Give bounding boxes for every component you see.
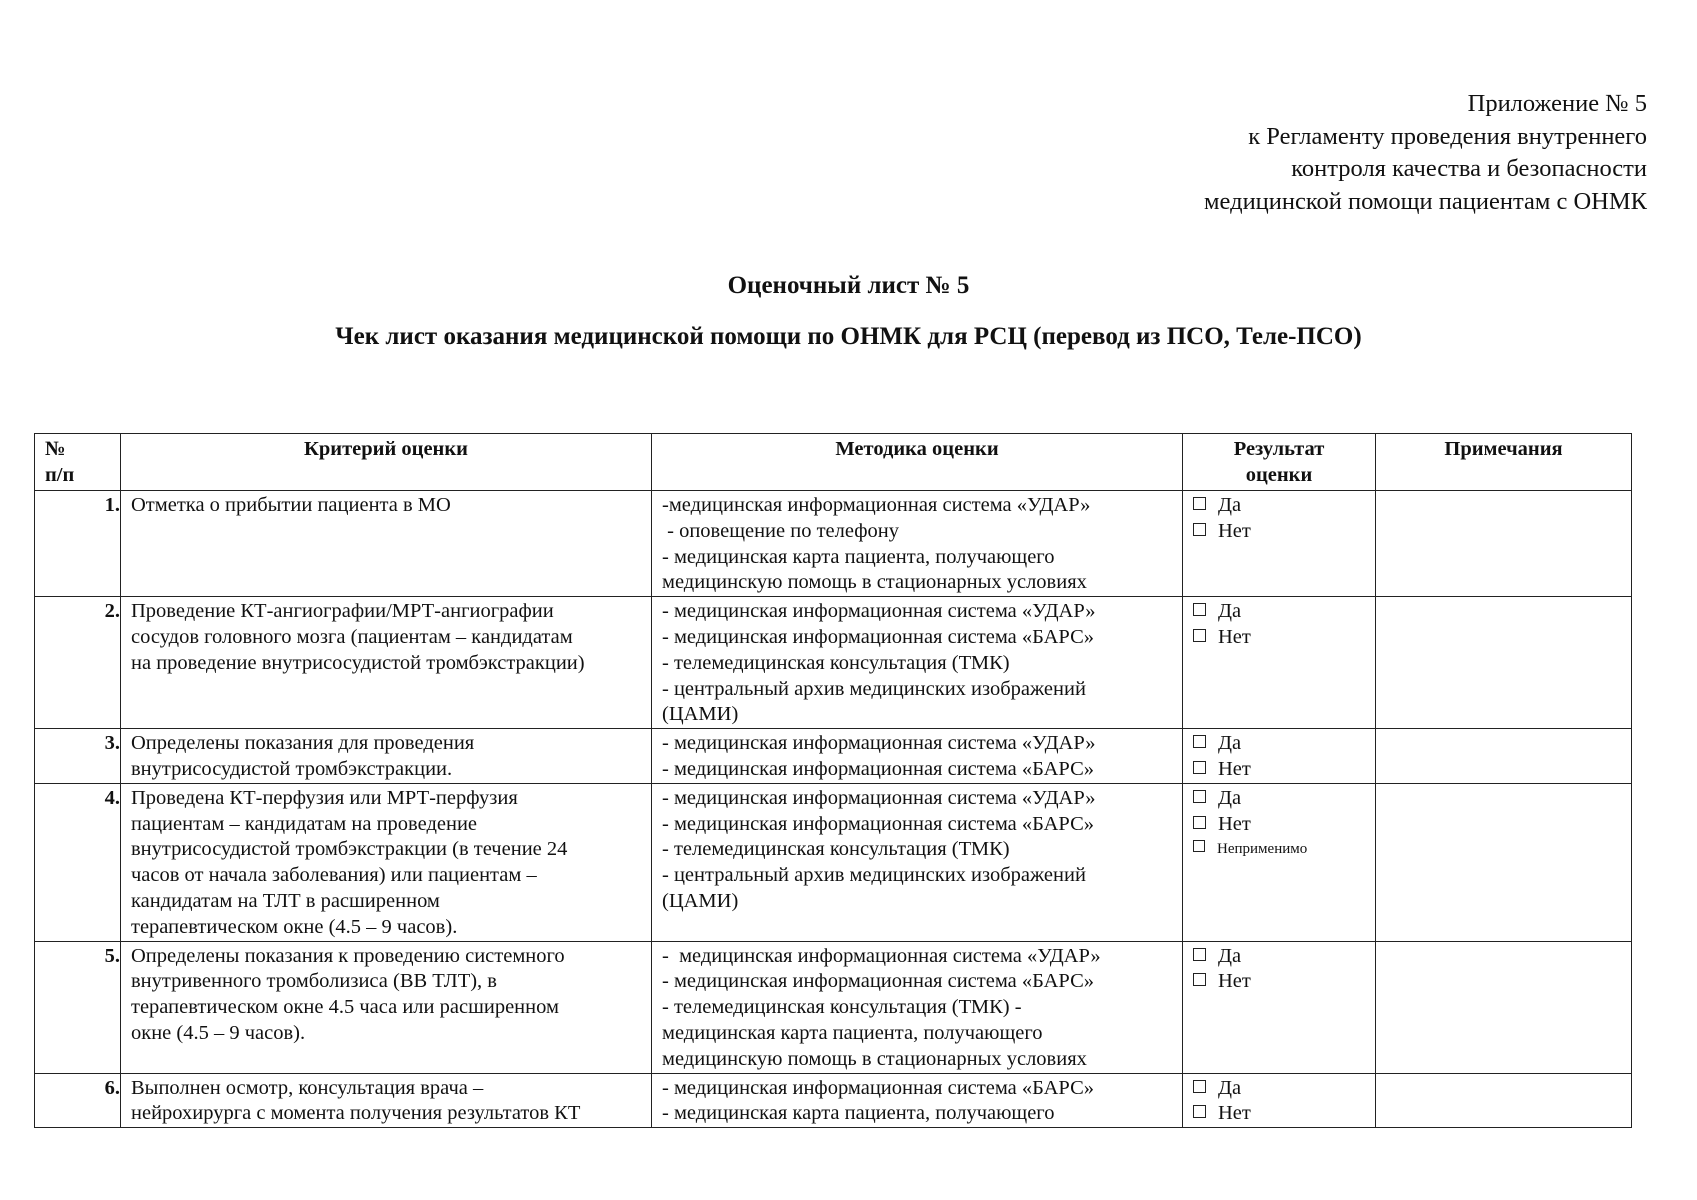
header-notes: Примечания bbox=[1376, 434, 1632, 491]
result-option[interactable] bbox=[1193, 1076, 1375, 1102]
result-cell bbox=[1183, 783, 1376, 941]
result-option[interactable] bbox=[1193, 731, 1375, 757]
option-label: Да bbox=[1218, 732, 1242, 755]
row-number: 5. bbox=[35, 941, 121, 1073]
option-label: Да bbox=[1218, 1076, 1242, 1099]
method-cell bbox=[652, 783, 1183, 941]
option-label: Нет bbox=[1218, 625, 1251, 648]
option-label: Нет bbox=[1218, 519, 1251, 542]
criterion-line: кандидатам на ТЛТ в расширенном bbox=[131, 889, 440, 912]
criterion-line: Отметка о прибытии пациента в МО bbox=[131, 494, 451, 516]
row-number: 6. bbox=[35, 1073, 121, 1128]
result-cell bbox=[1183, 491, 1376, 597]
criterion-line: на проведение внутрисосудистой тромбэкстракции) bbox=[131, 651, 585, 674]
result-option[interactable] bbox=[1193, 786, 1375, 812]
criterion-cell bbox=[121, 491, 652, 597]
criterion-cell bbox=[121, 783, 652, 941]
table-header-row bbox=[35, 434, 1632, 491]
appendix-line: к Регламенту проведения внутреннего bbox=[1248, 122, 1647, 150]
criterion-line: внутрисосудистой тромбэкстракции (в течение 24 bbox=[131, 838, 568, 861]
appendix-block bbox=[1204, 88, 1647, 218]
row-number: 3. bbox=[35, 729, 121, 784]
result-option[interactable] bbox=[1193, 625, 1375, 651]
checkbox[interactable] bbox=[1193, 523, 1206, 536]
method-line: - центральный архив медицинских изображений bbox=[662, 677, 1086, 700]
criterion-line: терапевтическом окне (4.5 – 9 часов). bbox=[131, 915, 458, 938]
checkbox[interactable] bbox=[1193, 816, 1206, 829]
checkbox[interactable] bbox=[1193, 790, 1206, 803]
header-method: Методика оценки bbox=[652, 434, 1183, 491]
table-row bbox=[35, 783, 1632, 941]
method-line: - медицинская информационная система «УДАР» bbox=[662, 786, 1096, 809]
row-number: 2. bbox=[35, 597, 121, 729]
method-line: - телемедицинская консультация (ТМК) - bbox=[662, 996, 1022, 1019]
result-cell bbox=[1183, 729, 1376, 784]
criterion-line: внутрисосудистой тромбэкстракции. bbox=[131, 757, 453, 780]
method-line: -медицинская информационная система «УДАР» bbox=[662, 494, 1091, 516]
table-row bbox=[35, 1073, 1632, 1128]
method-cell bbox=[652, 729, 1183, 784]
notes-cell[interactable] bbox=[1376, 1073, 1632, 1128]
method-line: медицинскую помощь в стационарных условиях bbox=[662, 1047, 1087, 1070]
criterion-line: пациентам – кандидатам на проведение bbox=[131, 812, 478, 835]
checkbox[interactable] bbox=[1193, 735, 1206, 748]
result-option[interactable] bbox=[1193, 519, 1375, 545]
criterion-line: окне (4.5 – 9 часов). bbox=[131, 1021, 306, 1044]
result-cell bbox=[1183, 597, 1376, 729]
criterion-line: внутривенного тромболизиса (ВВ ТЛТ), в bbox=[131, 970, 497, 993]
checkbox[interactable] bbox=[1193, 1105, 1206, 1118]
checkbox[interactable] bbox=[1193, 629, 1206, 642]
result-option[interactable] bbox=[1193, 757, 1375, 783]
criterion-line: Проведена КТ-перфузия или МРТ-перфузия bbox=[131, 786, 518, 809]
method-line: медицинская карта пациента, получающего bbox=[662, 1021, 1043, 1044]
appendix-line: медицинской помощи пациентам с ОНМК bbox=[1204, 187, 1647, 215]
result-option[interactable] bbox=[1193, 812, 1375, 838]
method-line: - оповещение по телефону bbox=[662, 519, 899, 542]
result-option[interactable] bbox=[1193, 493, 1375, 519]
method-cell bbox=[652, 597, 1183, 729]
appendix-line: контроля качества и безопасности bbox=[1291, 155, 1647, 182]
criterion-cell bbox=[121, 1073, 652, 1128]
checkbox[interactable] bbox=[1193, 497, 1206, 510]
option-label: Да bbox=[1218, 600, 1242, 623]
page-subtitle: Чек лист оказания медицинской помощи по ОНМК для РСЦ (перевод из ПСО, Теле-ПСО) bbox=[335, 323, 1362, 350]
checkbox[interactable] bbox=[1193, 761, 1206, 774]
method-line: - медицинская информационная система «БАРС» bbox=[662, 757, 1095, 780]
notes-cell[interactable] bbox=[1376, 941, 1632, 1073]
row-number: 4. bbox=[35, 783, 121, 941]
criterion-line: Определены показания для проведения bbox=[131, 732, 475, 755]
header-result bbox=[1183, 434, 1376, 491]
criterion-line: Выполнен осмотр, консультация врача – bbox=[131, 1076, 484, 1099]
option-label: Да bbox=[1218, 786, 1242, 809]
criterion-line: часов от начала заболевания) или пациентам – bbox=[131, 864, 537, 887]
method-line: - телемедицинская консультация (ТМК) bbox=[662, 838, 1010, 861]
appendix-line: Приложение № 5 bbox=[1467, 90, 1647, 117]
table-row bbox=[35, 491, 1632, 597]
method-line: (ЦАМИ) bbox=[662, 703, 739, 726]
result-option[interactable] bbox=[1193, 944, 1375, 970]
result-cell bbox=[1183, 1073, 1376, 1128]
table-row bbox=[35, 597, 1632, 729]
criterion-line: Проведение КТ-ангиографии/МРТ-ангиографии bbox=[131, 600, 554, 623]
checklist-table bbox=[34, 433, 1632, 1128]
option-label: Нет bbox=[1218, 970, 1251, 993]
header-number-line: № bbox=[45, 438, 66, 460]
method-line: - телемедицинская консультация (ТМК) bbox=[662, 651, 1010, 674]
result-cell bbox=[1183, 941, 1376, 1073]
option-label: Неприменимо bbox=[1217, 841, 1308, 858]
result-option[interactable] bbox=[1193, 599, 1375, 625]
option-label: Нет bbox=[1218, 1102, 1251, 1125]
page-title: Оценочный лист № 5 bbox=[727, 272, 970, 299]
notes-cell[interactable] bbox=[1376, 783, 1632, 941]
header-result-line: Результат bbox=[1233, 438, 1325, 460]
header-result-line: оценки bbox=[1245, 463, 1313, 486]
checkbox[interactable] bbox=[1193, 948, 1206, 961]
checkbox[interactable] bbox=[1193, 1080, 1206, 1093]
method-line: (ЦАМИ) bbox=[662, 889, 739, 912]
method-cell bbox=[652, 1073, 1183, 1128]
method-line: - медицинская информационная система «БАРС» bbox=[662, 970, 1095, 993]
criterion-cell bbox=[121, 941, 652, 1073]
checkbox[interactable] bbox=[1193, 973, 1206, 986]
criterion-line: нейрохирурга с момента получения результатов КТ bbox=[131, 1102, 581, 1125]
option-label: Нет bbox=[1218, 757, 1251, 780]
criterion-line: Определены показания к проведению системного bbox=[131, 944, 565, 967]
method-line: - медицинская информационная система «БАРС» bbox=[662, 1076, 1095, 1099]
method-line: - медицинская информационная система «УДАР» bbox=[662, 600, 1096, 623]
notes-cell[interactable] bbox=[1376, 729, 1632, 784]
result-option[interactable] bbox=[1193, 1101, 1375, 1127]
method-cell bbox=[652, 941, 1183, 1073]
option-label: Да bbox=[1218, 494, 1242, 516]
criterion-cell bbox=[121, 729, 652, 784]
table-row bbox=[35, 729, 1632, 784]
checkbox[interactable] bbox=[1193, 603, 1206, 616]
notes-cell[interactable] bbox=[1376, 597, 1632, 729]
table-row bbox=[35, 941, 1632, 1073]
criterion-line: сосудов головного мозга (пациентам – кандидатам bbox=[131, 625, 573, 648]
option-label: Да bbox=[1218, 944, 1242, 967]
method-line: - медицинская карта пациента, получающего bbox=[662, 545, 1055, 568]
header-number-line: п/п bbox=[45, 463, 75, 486]
criterion-cell bbox=[121, 597, 652, 729]
method-line: - медицинская информационная система «УДАР» bbox=[662, 944, 1101, 967]
method-line: - медицинская информационная система «БАРС» bbox=[662, 812, 1095, 835]
criterion-line: терапевтическом окне 4.5 часа или расширенном bbox=[131, 996, 559, 1019]
result-option[interactable] bbox=[1193, 969, 1375, 995]
result-option[interactable] bbox=[1193, 837, 1375, 863]
method-line: - медицинская информационная система «БАРС» bbox=[662, 625, 1095, 648]
table-body bbox=[35, 491, 1632, 1128]
method-line: - медицинская карта пациента, получающего bbox=[662, 1102, 1055, 1125]
notes-cell[interactable] bbox=[1376, 491, 1632, 597]
method-line: - медицинская информационная система «УДАР» bbox=[662, 732, 1096, 755]
header-number bbox=[35, 434, 121, 491]
method-line: медицинскую помощь в стационарных условиях bbox=[662, 571, 1087, 594]
method-cell bbox=[652, 491, 1183, 597]
checkbox[interactable] bbox=[1193, 840, 1205, 852]
header-criterion: Критерий оценки bbox=[121, 434, 652, 491]
row-number: 1. bbox=[35, 491, 121, 597]
method-line: - центральный архив медицинских изображений bbox=[662, 864, 1086, 887]
option-label: Нет bbox=[1218, 812, 1251, 835]
